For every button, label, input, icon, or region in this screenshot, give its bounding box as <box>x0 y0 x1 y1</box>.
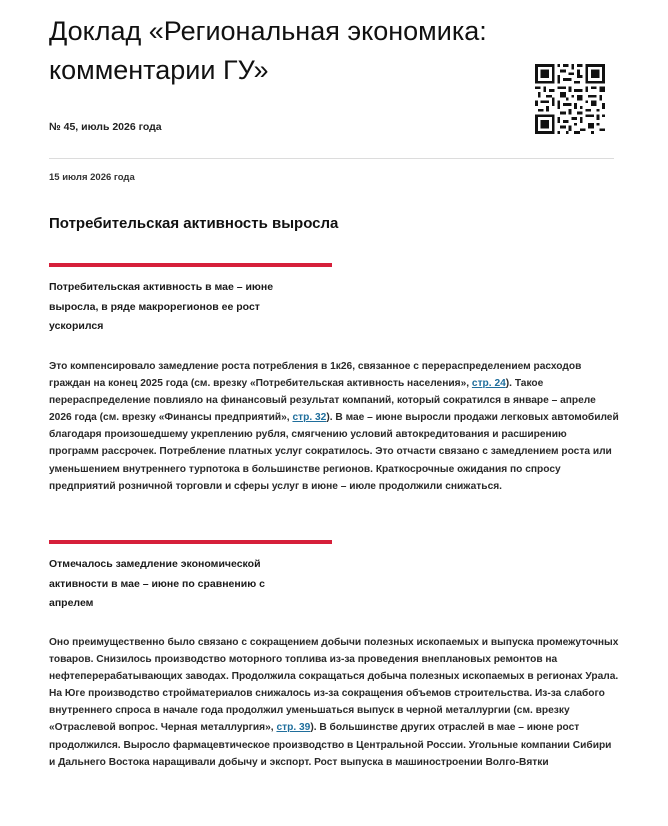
page-link-24[interactable]: стр. 24 <box>471 378 506 390</box>
accent-bar <box>49 263 332 267</box>
section-heading: Потребительская активность выросла <box>49 215 339 232</box>
paragraph-text: Оно преимущественно было связано с сокращением добычи полезных ископаемых и выпуска промежуточных товаров. Снизилось производство моторного топлива из-за проведения внеплановых ремонтов на нефтеперерабатывающих заводах. Продолжила сокращаться добыча полезных ископаемых в регионах Урала. На Юге производство стройматериалов снижалось из-за сокращения объемов строительства. Из-за слабого внутреннего спроса в начале года продолжил уменьшаться выпуск в черной металлургии (см. врезку «Отраслевой вопрос. Черная металлургия», <box>49 637 619 734</box>
paragraph-text: ). В большинстве других отраслей в мае – июне рост продолжился. Выросло фармацевтическое производство в Центральной России. Угольные компании Сибири и Дальнего Востока наращивали добычу и экспорт. Рост выпуска в машиностроении Волго-Вятки <box>49 722 612 768</box>
paragraph-text: ). Такое перераспределение повлияло на финансовый результат компаний, который сократился в январе – апреле 2026 года (см. врезку «Финансы предприятий», <box>49 378 596 424</box>
publication-date: 15 июля 2026 года <box>49 172 135 183</box>
accent-bar <box>49 540 332 544</box>
page-title: Доклад «Региональная экономика: комментарии ГУ» <box>49 16 487 85</box>
paragraph-activity <box>49 634 619 771</box>
paragraph-text: Это компенсировало замедление роста потребления в 1к26, связанное с перераспределением расходов граждан на конец 2025 года (см. врезку «Потребительская активность населения», <box>49 361 582 390</box>
lead-statement-activity: Отмечалось замедление экономической активности в мае – июне по сравнению с апрелем <box>49 558 265 609</box>
paragraph-text: ). В мае – июне выросли продажи легковых автомобилей благодаря произошедшему укреплению рубля, смягчению условий автокредитования и расширению программ рассрочек. Потребление платных услуг сократилось. Это отчасти связано с замедлением роста или уменьшением внутреннего турпотока в большинстве регионов. Краткосрочные ожидания по спросу предприятий розничной торговли и сферы услуг в июне – июле продолжили снижаться. <box>49 412 619 492</box>
header-divider <box>49 158 614 159</box>
page-link-39[interactable]: стр. 39 <box>276 722 311 734</box>
qr-code-icon <box>535 64 605 134</box>
page-link-32[interactable]: стр. 32 <box>292 412 327 424</box>
issue-number: № 45, июль 2026 года <box>49 121 162 133</box>
lead-statement-consumer: Потребительская активность в мае – июне выросла, в ряде макрорегионов ее рост ускорился <box>49 281 274 332</box>
paragraph-consumer <box>49 358 619 495</box>
